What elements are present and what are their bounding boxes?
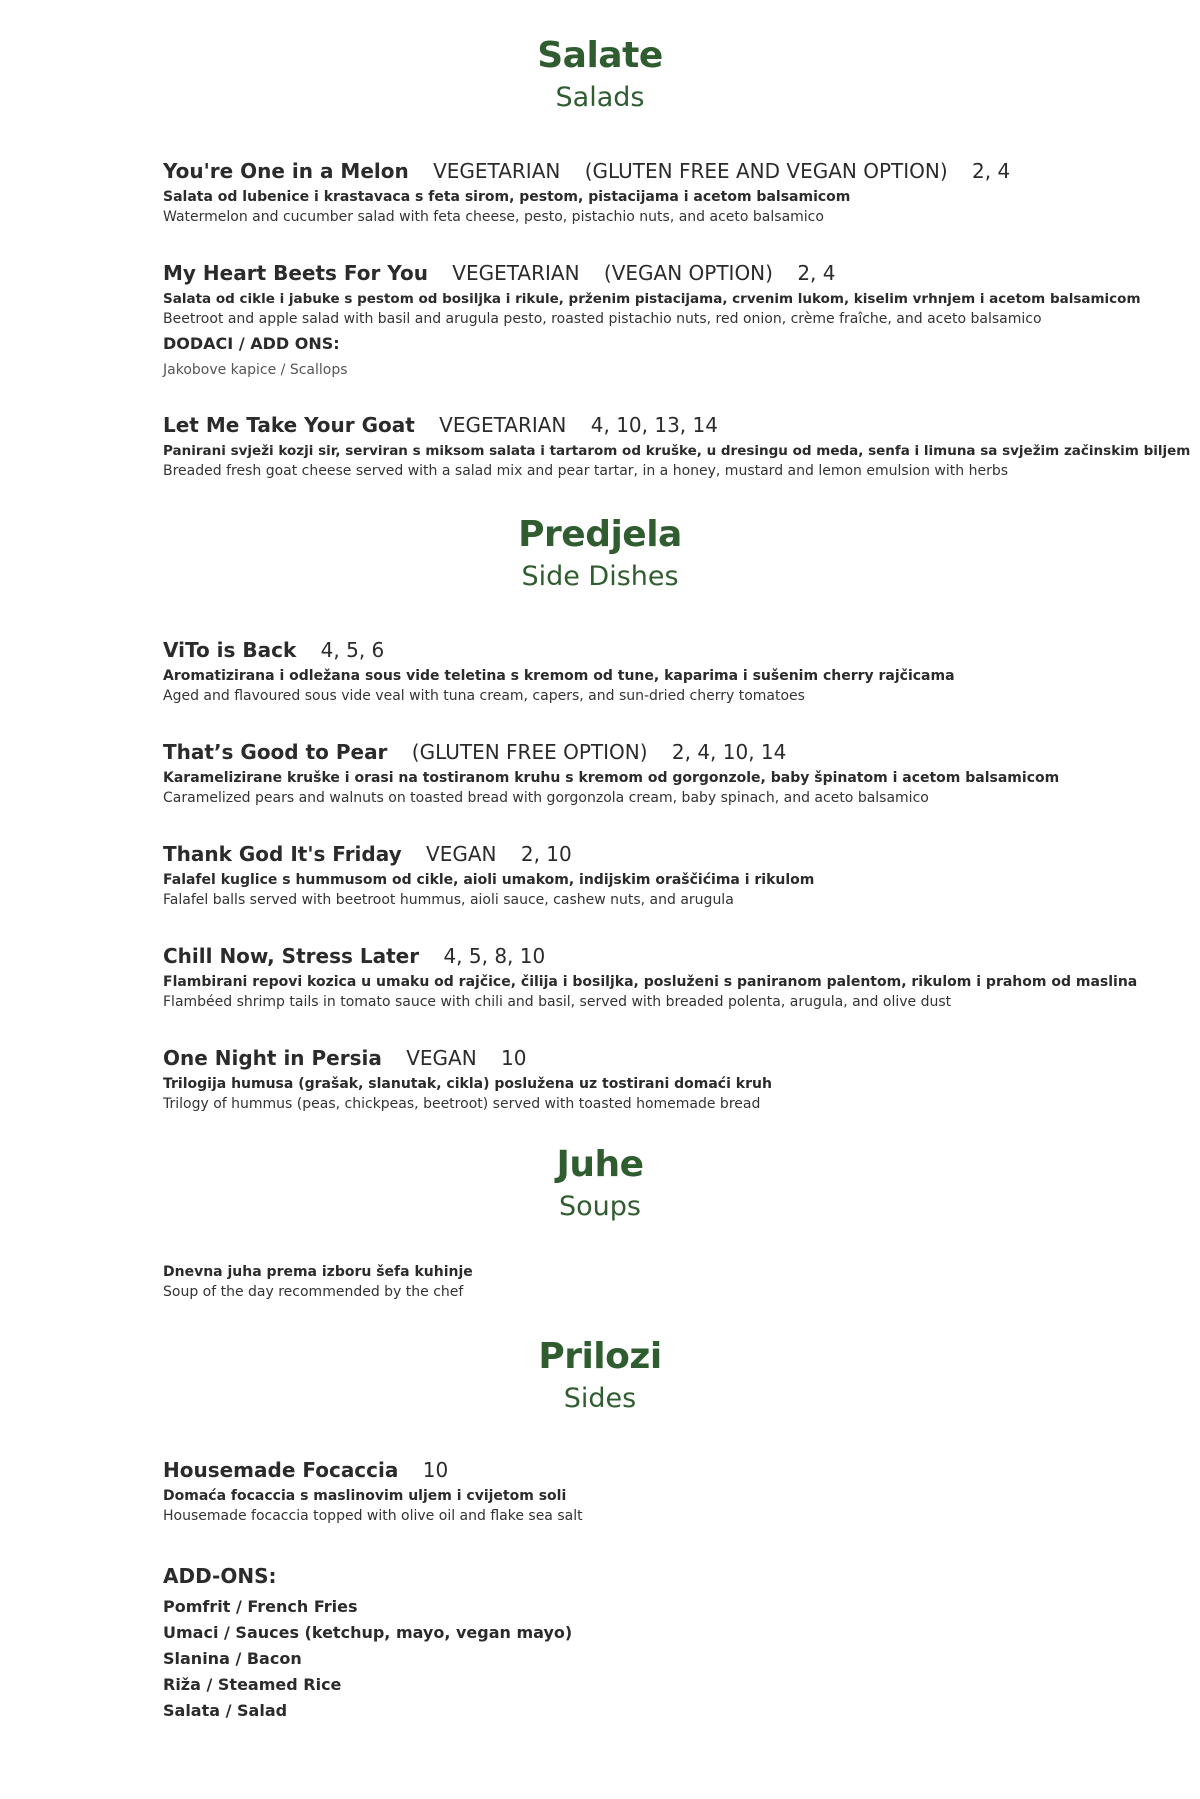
item-name: Chill Now, Stress Later (163, 944, 420, 968)
item-description-en: Soup of the day recommended by the chef (163, 1284, 464, 1300)
menu-item (163, 942, 1163, 1012)
item-allergens: 4, 5, 8, 10 (443, 944, 546, 968)
item-description-hr: Karamelizirane kruške i orasi na tostiranom kruhu s kremom od gorgonzole, baby špinatom i acetom balsamicom (163, 770, 1060, 786)
menu-item (163, 636, 1163, 706)
item-allergens: 2, 4 (797, 261, 836, 285)
addon-item: Umaci / Sauces (ketchup, mayo, vegan mayo) (163, 1623, 573, 1642)
item-tag: VEGETARIAN (439, 413, 567, 437)
item-description-en: Falafel balls served with beetroot hummus, aioli sauce, cashew nuts, and arugula (163, 892, 734, 908)
item-name: My Heart Beets For You (163, 261, 428, 285)
item-allergens: 4, 5, 6 (320, 638, 385, 662)
section-subtitle: Salads (555, 82, 645, 113)
item-description-en: Aged and flavoured sous vide veal with tuna cream, capers, and sun-dried cherry tomatoes (163, 688, 805, 704)
section-title: Prilozi (538, 1336, 662, 1377)
addon-item: Salata / Salad (163, 1701, 288, 1720)
menu-item (163, 1456, 1163, 1526)
menu-item (163, 259, 1163, 381)
section-prilozi (0, 1335, 1200, 1417)
item-description-hr: Domaća focaccia s maslinovim uljem i cvijetom soli (163, 1488, 567, 1504)
menu-item (163, 1260, 1163, 1302)
item-description-en: Trilogy of hummus (peas, chickpeas, beetroot) served with toasted homemade bread (163, 1096, 761, 1112)
item-allergens: 2, 10 (520, 842, 572, 866)
item-description-hr: Salata od cikle i jabuke s pestom od bosiljka i rikule, prženim pistacijama, crvenim lukom, kiselim vrhnjem i acetom balsamicom (163, 291, 1141, 307)
section-title: Predjela (518, 514, 682, 555)
item-allergens: 2, 4 (972, 159, 1011, 183)
addons-block (163, 1562, 963, 1724)
item-name: You're One in a Melon (163, 159, 409, 183)
item-description-en: Caramelized pears and walnuts on toasted bread with gorgonzola cream, baby spinach, and aceto balsamico (163, 790, 929, 806)
addons-title: ADD-ONS: (163, 1564, 277, 1588)
item-description-en: Flambéed shrimp tails in tomato sauce with chili and basil, served with breaded polenta, arugula, and olive dust (163, 994, 952, 1010)
item-description-en: Breaded fresh goat cheese served with a salad mix and pear tartar, in a honey, mustard and lemon emulsion with herbs (163, 463, 1009, 479)
item-description-hr: Panirani svježi kozji sir, serviran s miksom salata i tartarom od kruške, u dresingu od meda, senfa i limuna sa svježim začinskim biljem (163, 443, 1191, 459)
item-tag: VEGAN (426, 842, 497, 866)
item-allergens: 2, 4, 10, 14 (671, 740, 787, 764)
item-name: Let Me Take Your Goat (163, 413, 415, 437)
item-name: ViTo is Back (163, 638, 297, 662)
item-tag: VEGETARIAN (433, 159, 561, 183)
item-description-hr: Trilogija humusa (grašak, slanutak, cikla) poslužena uz tostirani domaći kruh (163, 1076, 772, 1092)
item-allergens: 4, 10, 13, 14 (590, 413, 718, 437)
section-subtitle: Sides (563, 1383, 637, 1414)
section-predjela (0, 513, 1200, 595)
section-title: Salate (537, 35, 663, 76)
item-name: Housemade Focaccia (163, 1458, 399, 1482)
item-allergens: 10 (501, 1046, 527, 1070)
item-description-hr: Flambirani repovi kozica u umaku od rajčice, čilija i bosiljka, posluženi s paniranom palentom, rikulom i prahom od maslina (163, 974, 1138, 990)
menu-item (163, 157, 1163, 227)
addon-item: Pomfrit / French Fries (163, 1597, 358, 1616)
section-subtitle: Soups (559, 1191, 641, 1222)
addons-title: DODACI / ADD ONS: (163, 334, 340, 353)
menu-item (163, 738, 1163, 808)
item-description-en: Housemade focaccia topped with olive oil and flake sea salt (163, 1508, 583, 1524)
item-description-en: Watermelon and cucumber salad with feta cheese, pesto, pistachio nuts, and aceto balsamico (163, 209, 824, 225)
item-tag: VEGAN (406, 1046, 477, 1070)
section-title: Juhe (556, 1144, 644, 1185)
item-tag: (VEGAN OPTION) (603, 261, 773, 285)
addon-item: Jakobove kapice / Scallops (163, 362, 348, 378)
item-name: Thank God It's Friday (163, 842, 402, 866)
item-name: That’s Good to Pear (163, 740, 388, 764)
item-description-hr: Falafel kuglice s hummusom od cikle, aioli umakom, indijskim oraščićima i rikulom (163, 872, 815, 888)
item-description-hr: Dnevna juha prema izboru šefa kuhinje (163, 1264, 473, 1280)
section-subtitle: Side Dishes (521, 561, 679, 592)
item-description-hr: Aromatizirana i odležana sous vide teletina s kremom od tune, kaparima i sušenim cherry rajčicama (163, 668, 955, 684)
menu-item (163, 840, 1163, 910)
section-juhe (0, 1143, 1200, 1225)
section-salate (0, 34, 1200, 116)
item-name: One Night in Persia (163, 1046, 382, 1070)
addon-item: Riža / Steamed Rice (163, 1675, 342, 1694)
menu-item (163, 411, 1191, 481)
menu-item (163, 1044, 1163, 1114)
addon-item: Slanina / Bacon (163, 1649, 302, 1668)
item-allergens: 10 (422, 1458, 449, 1482)
item-tag: VEGETARIAN (452, 261, 580, 285)
item-description-en: Beetroot and apple salad with basil and arugula pesto, roasted pistachio nuts, red onion, crème fraîche, and aceto balsamico (163, 311, 1042, 327)
item-tag: (GLUTEN FREE AND VEGAN OPTION) (584, 159, 948, 183)
item-tag: (GLUTEN FREE OPTION) (411, 740, 648, 764)
item-description-hr: Salata od lubenice i krastavaca s feta sirom, pestom, pistacijama i acetom balsamicom (163, 189, 851, 205)
